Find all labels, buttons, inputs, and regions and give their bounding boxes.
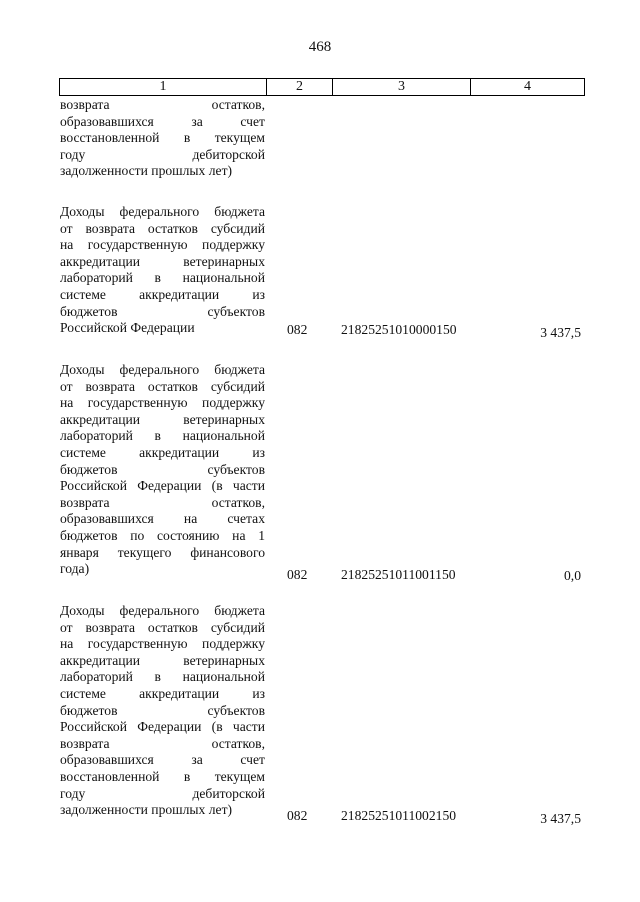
description-line: января текущего финансового	[60, 544, 265, 560]
description-line: Доходы федерального бюджета	[60, 362, 265, 377]
description-line: на государственную поддержку	[60, 395, 265, 411]
description-line: восстановленной в текущем	[60, 768, 265, 784]
description-line: задолженности прошлых лет)	[60, 163, 233, 179]
description-line: системе аккредитации из	[60, 444, 265, 460]
description-line: образовавшихся на счетах	[60, 511, 265, 527]
description-line: Российской Федерации	[60, 320, 195, 336]
page-number: 468	[308, 39, 332, 55]
description-line: системе аккредитации из	[60, 286, 265, 302]
description-line: лабораторий в национальной	[60, 270, 265, 286]
description-line: Доходы федерального бюджета	[60, 603, 265, 618]
row-kbk: 21825251011002150	[341, 808, 457, 823]
description-line: от возврата остатков субсидий	[60, 220, 265, 236]
column-header-2: 2	[267, 79, 333, 95]
row-description	[60, 204, 265, 337]
description-line: лабораторий в национальной	[60, 669, 265, 685]
row-description	[60, 362, 265, 578]
description-line: от возврата остатков субсидий	[60, 619, 265, 635]
description-line: на государственную поддержку	[60, 237, 265, 253]
description-line: Российской Федерации (в части	[60, 478, 265, 494]
description-line: Российской Федерации (в части	[60, 719, 265, 735]
description-line: аккредитации ветеринарных	[60, 411, 265, 427]
description-line: возврата остатков,	[60, 735, 265, 751]
row-amount: 3 437,5	[540, 811, 581, 826]
column-header-1: 1	[60, 79, 267, 95]
description-line: задолженности прошлых лет)	[60, 802, 233, 818]
description-line: от возврата остатков субсидий	[60, 378, 265, 394]
description-line: аккредитации ветеринарных	[60, 253, 265, 269]
description-line: бюджетов субъектов	[60, 461, 265, 477]
description-line: на государственную поддержку	[60, 636, 265, 652]
row-amount: 3 437,5	[540, 325, 581, 340]
description-line: образовавшихся за счет	[60, 752, 265, 768]
column-header-4: 4	[524, 79, 531, 94]
description-line: образовавшихся за счет	[60, 113, 265, 129]
description-line: возврата остатков,	[60, 97, 265, 112]
description-line: возврата остатков,	[60, 494, 265, 510]
description-line: года)	[60, 561, 90, 577]
description-line: бюджетов субъектов	[60, 303, 265, 319]
row-amount: 0,0	[564, 568, 581, 583]
column-header-3: 3	[333, 79, 471, 95]
description-line: Доходы федерального бюджета	[60, 204, 265, 219]
row-code: 082	[287, 567, 308, 582]
description-line: бюджетов субъектов	[60, 702, 265, 718]
description-line: году дебиторской	[60, 785, 265, 801]
row-kbk: 21825251011001150	[341, 567, 456, 582]
row-description	[60, 97, 265, 180]
column-header-row	[59, 78, 585, 96]
description-line: лабораторий в национальной	[60, 428, 265, 444]
description-line: бюджетов по состоянию на 1	[60, 527, 265, 543]
row-kbk: 21825251010000150	[341, 322, 457, 337]
description-line: аккредитации ветеринарных	[60, 652, 265, 668]
row-code: 082	[287, 322, 308, 337]
description-line: системе аккредитации из	[60, 685, 265, 701]
row-description	[60, 603, 265, 819]
row-code: 082	[287, 808, 308, 823]
description-line: восстановленной в текущем	[60, 130, 265, 146]
description-line: году дебиторской	[60, 146, 265, 162]
